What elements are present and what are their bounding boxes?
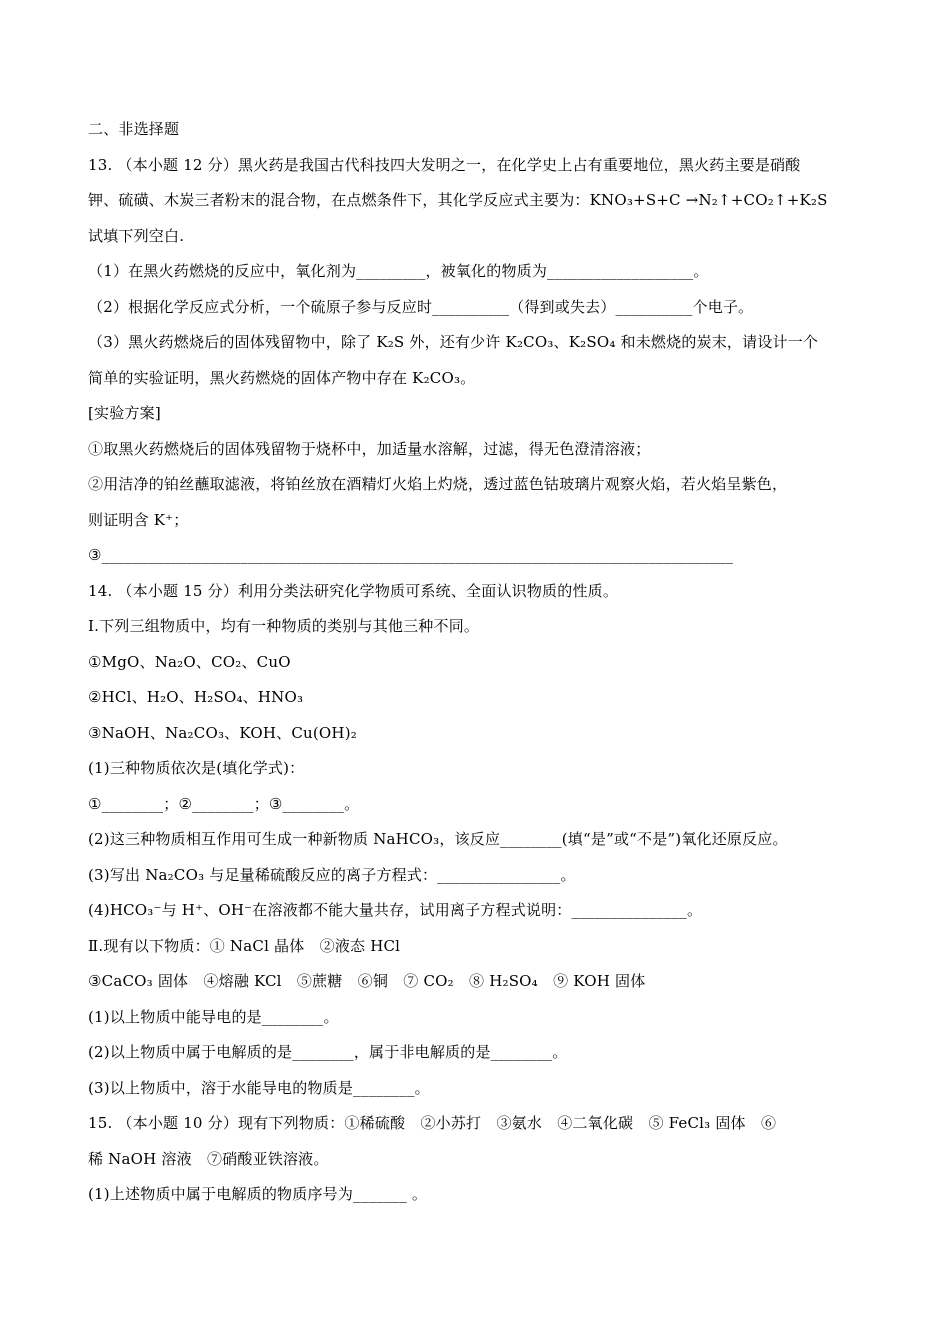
- q13-part-2: （2）根据化学反应式分析，一个硫原子参与反应时__________（得到或失去）__________个电子。: [88, 297, 754, 316]
- q13-step-1: ①取黑火药燃烧后的固体残留物于烧杯中，加适量水溶解，过滤，得无色澄清溶液；: [88, 439, 651, 458]
- section-heading: 二、非选择题: [88, 120, 180, 138]
- q13-step-2-line-2: 则证明含 K⁺；: [88, 510, 189, 529]
- q14-part-i-intro: Ⅰ.下列三组物质中，均有一种物质的类别与其他三种不同。: [88, 617, 480, 635]
- q14-part-ii-list: ③CaCO₃ 固体 ④熔融 KCl ⑤蔗糖 ⑥铜 ⑦ CO₂ ⑧ H₂SO₄ ⑨ KOH 固体: [88, 972, 646, 990]
- q14-part-ii-intro: Ⅱ.现有以下物质：① NaCl 晶体 ②液态 HCl: [88, 936, 401, 955]
- q14-group-2: ②HCl、H₂O、H₂SO₄、HNO₃: [88, 688, 304, 706]
- q14-ii-2: (2)以上物质中属于电解质的是________，属于非电解质的是________。: [88, 1043, 568, 1061]
- q15-stem-line-1: 15. （本小题 10 分）现有下列物质：①稀硫酸 ②小苏打 ③氨水 ④二氧化碳 ⑤ FeCl₃ 固体 ⑥: [88, 1114, 777, 1132]
- q13-step-3-blank: ③__________________________________________________________________________________: [88, 546, 734, 564]
- q13-step-2-line-1: ②用洁净的铂丝蘸取滤液，将铂丝放在酒精灯火焰上灼烧，透过蓝色钴玻璃片观察火焰，若火焰呈紫色，: [88, 475, 788, 493]
- q14-i-1-prompt: (1)三种物质依次是(填化学式)：: [88, 759, 305, 777]
- q14-stem: 14. （本小题 15 分）利用分类法研究化学物质可系统、全面认识物质的性质。: [88, 581, 619, 600]
- q13-experiment-heading: [实验方案]: [88, 404, 161, 422]
- q13-stem-line-3: 试填下列空白.: [88, 226, 185, 245]
- q15-part-1: (1)上述物质中属于电解质的物质序号为_______ 。: [88, 1185, 428, 1203]
- q14-i-4: (4)HCO₃⁻与 H⁺、OH⁻在溶液都不能大量共存，试用离子方程式说明：_______________。: [88, 901, 703, 919]
- q14-ii-1: (1)以上物质中能导电的是________。: [88, 1007, 339, 1026]
- q14-group-1: ①MgO、Na₂O、CO₂、CuO: [88, 652, 291, 671]
- q13-part-1: （1）在黑火药燃烧的反应中，氧化剂为_________，被氧化的物质为___________________。: [88, 262, 709, 280]
- q13-stem-line-2: 钾、硫磺、木炭三者粉末的混合物，在点燃条件下，其化学反应式主要为：KNO₃+S+C →N₂↑+CO₂↑+K₂S: [88, 191, 828, 209]
- q14-i-1-blanks: ①________；②________；③________。: [88, 794, 360, 813]
- q13-part-3-line-1: （3）黑火药燃烧后的固体残留物中，除了 K₂S 外，还有少许 K₂CO₃、K₂SO₄ 和未燃烧的炭末，请设计一个: [88, 333, 819, 351]
- q13-stem-line-1: 13. （本小题 12 分）黑火药是我国古代科技四大发明之一，在化学史上占有重要地位，黑火药主要是硝酸: [88, 155, 801, 174]
- q13-part-3-line-2: 简单的实验证明，黑火药燃烧的固体产物中存在 K₂CO₃。: [88, 368, 476, 387]
- q14-group-3: ③NaOH、Na₂CO₃、KOH、Cu(OH)₂: [88, 723, 357, 742]
- q14-i-3: (3)写出 Na₂CO₃ 与足量稀硫酸反应的离子方程式：________________。: [88, 865, 576, 884]
- q14-i-2: (2)这三种物质相互作用可生成一种新物质 NaHCO₃，该反应________(填“是”或“不是”)氧化还原反应。: [88, 830, 788, 848]
- q14-ii-3: (3)以上物质中，溶于水能导电的物质是________。: [88, 1078, 430, 1097]
- q15-stem-line-2: 稀 NaOH 溶液 ⑦硝酸亚铁溶液。: [88, 1149, 329, 1168]
- document-page: [88, 112, 868, 1213]
